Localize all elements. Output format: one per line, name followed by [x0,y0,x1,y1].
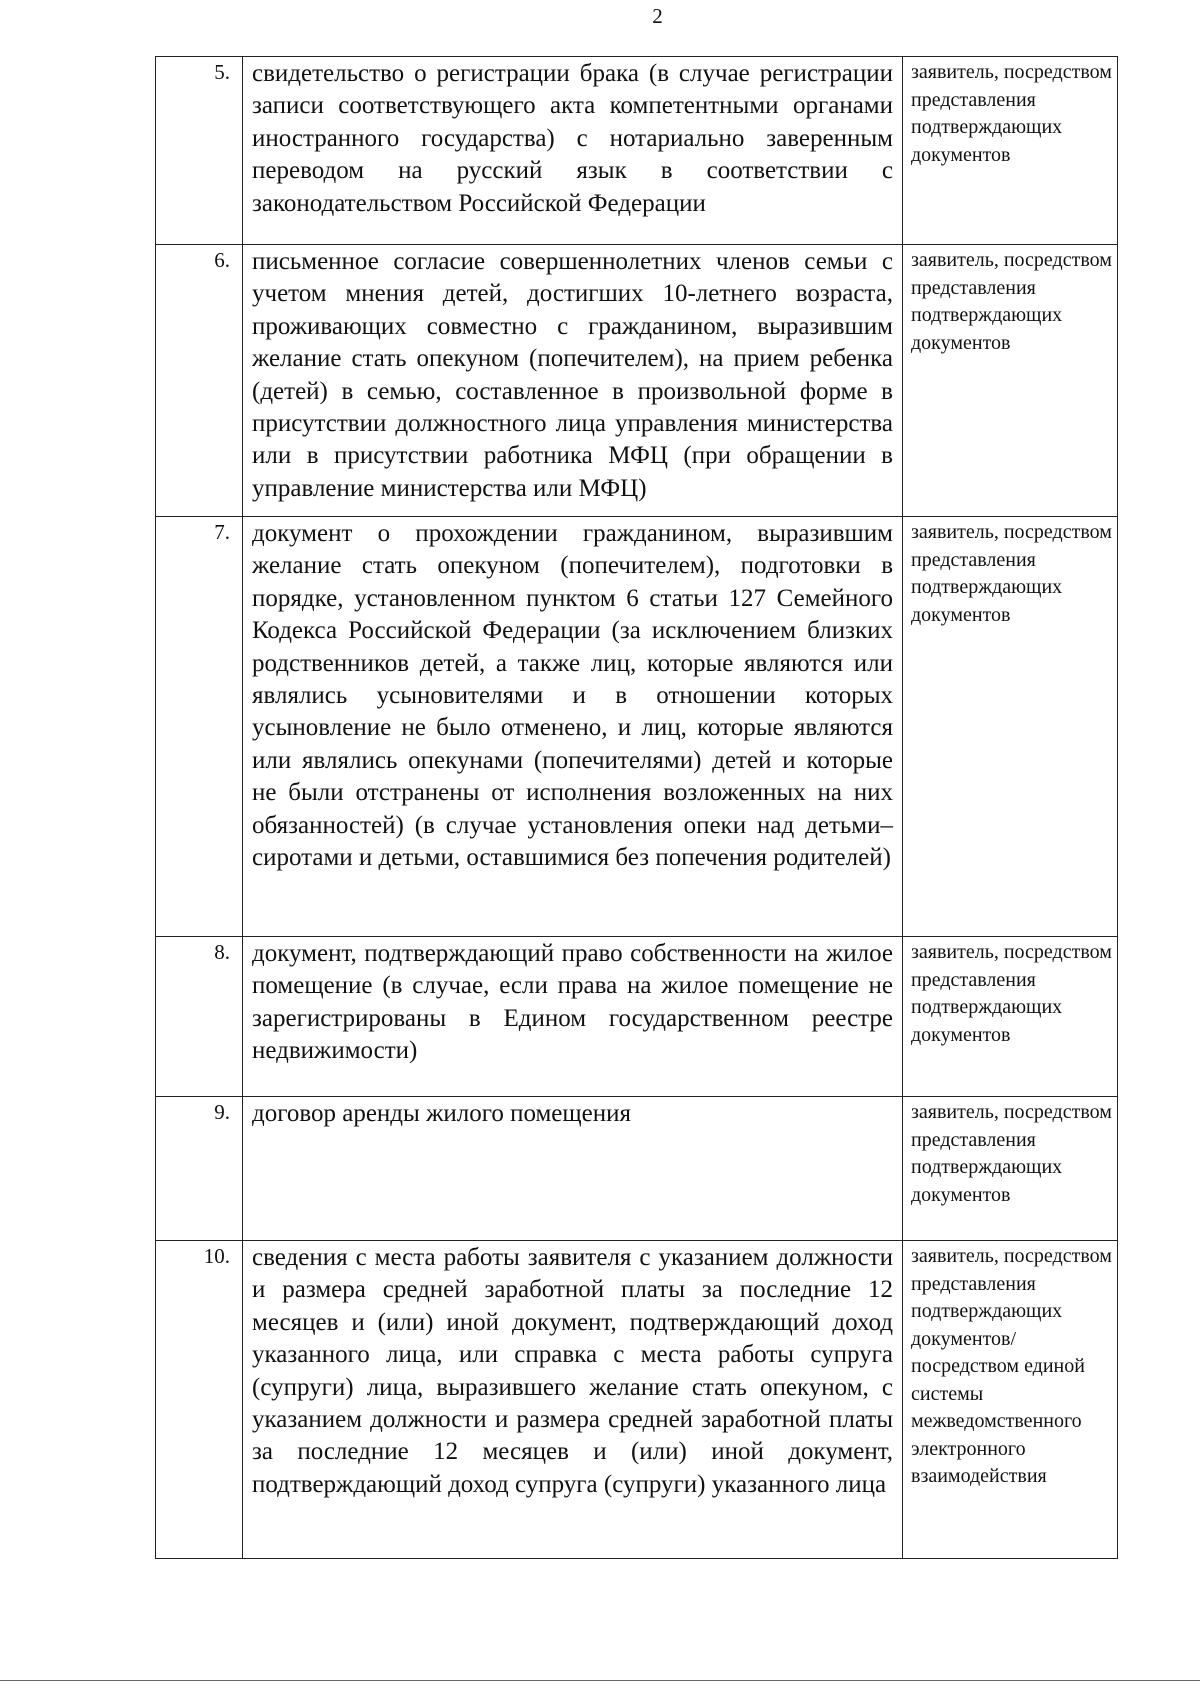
row-number: 9. [156,1097,243,1241]
document-source: заявитель, посредством представления подтверждающих документов [903,937,1118,1097]
row-number: 5. [156,57,243,245]
document-source: заявитель, посредством представления подтверждающих документов [903,245,1118,517]
table-row [156,1097,1118,1241]
row-number: 6. [156,245,243,517]
document-description: сведения с места работы заявителя с указанием должности и размера средней заработной платы за последние 12 месяцев и (или) иной документ, подтверждающий доход указанного лица, или справка с места работы супруга (супруги) лица, выразившего желание стать опекуном, с указанием должности и размера средней заработной платы за последние 12 месяцев и (или) иной документ, подтверждающий доход супруга (супруги) указанного лица [243,1241,903,1559]
row-number: 10. [156,1241,243,1559]
document-description: свидетельство о регистрации брака (в случае регистрации записи соответствующего акта компетентными органами иностранного государства) с нотариально заверенным переводом на русский язык в соответствии с законодательством Российской Федерации [243,57,903,245]
document-source: заявитель, посредством представления подтверждающих документов/ посредством единой системы межведомственного электронного взаимодействия [903,1241,1118,1559]
row-number: 8. [156,937,243,1097]
page-number: 2 [652,4,663,28]
document-description: письменное согласие совершеннолетних членов семьи с учетом мнения детей, достигших 10-летнего возраста, проживающих совместно с гражданином, выразившим желание стать опекуном (попечителем), на прием ребенка (детей) в семью, составленное в произвольной форме в присутствии должностного лица управления министерства или в присутствии работника МФЦ (при обращении в управление министерства или МФЦ) [243,245,903,517]
bottom-scan-line [0,1680,1200,1681]
row-number: 7. [156,517,243,937]
document-source: заявитель, посредством представления подтверждающих документов [903,57,1118,245]
table-row [156,245,1118,517]
document-source: заявитель, посредством представления подтверждающих документов [903,517,1118,937]
table-row [156,937,1118,1097]
document-description: договор аренды жилого помещения [243,1097,903,1241]
document-description: документ, подтверждающий право собственности на жилое помещение (в случае, если права на жилое помещение не зарегистрированы в Едином государственном реестре недвижимости) [243,937,903,1097]
table-row [156,57,1118,245]
documents-table [155,56,1118,1559]
document-source: заявитель, посредством представления подтверждающих документов [903,1097,1118,1241]
table-row [156,1241,1118,1559]
table-row [156,517,1118,937]
document-description: документ о прохождении гражданином, выразившим желание стать опекуном (попечителем), подготовки в порядке, установленном пунктом 6 статьи 127 Семейного Кодекса Российской Федерации (за исключением близких родственников детей, а также лиц, которые являются или являлись усыновителями и в отношении которых усыновление не было отменено, и лиц, которые являются или являлись опекунами (попечителями) детей и которые не были отстранены от исполнения возложенных на них обязанностей) (в случае установления опеки над детьми–сиротами и детьми, оставшимися без попечения родителей) [243,517,903,937]
